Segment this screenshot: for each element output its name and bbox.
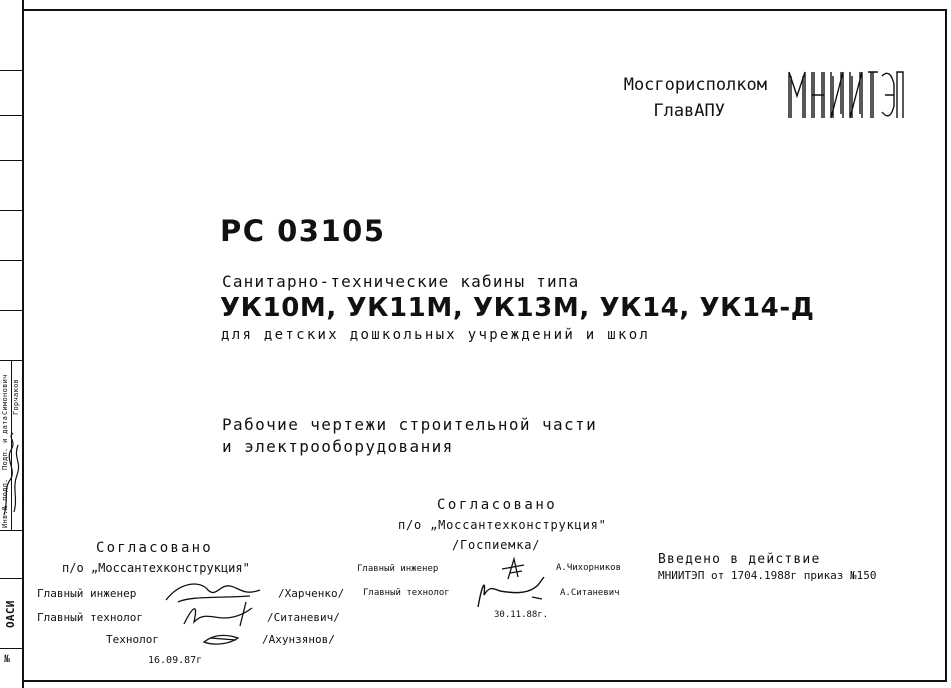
strip-name-2: Симонович xyxy=(1,374,9,415)
strip-divider xyxy=(0,530,22,531)
center-approval-org2: /Госпиемка/ xyxy=(452,538,541,552)
cabin-types: УК10М, УК11М, УК13М, УК14, УК14-Д xyxy=(220,293,815,323)
document-subtitle: Санитарно-технические кабины типа xyxy=(222,272,580,291)
work-line-1: Рабочие чертежи строительной части xyxy=(222,415,598,434)
document-code: РС 03105 xyxy=(220,214,386,248)
work-line-2: и электрооборудования xyxy=(222,437,454,456)
center-approval-heading: Согласовано xyxy=(437,497,558,513)
organization-block xyxy=(624,72,767,124)
strip-name-1: Горчаков xyxy=(12,378,20,415)
document-purpose: для детских дошкольных учреждений и школ xyxy=(221,327,651,343)
left-row3-name: /Ахунзянов/ xyxy=(262,633,335,646)
center-approval-date: 30.11.88г. xyxy=(494,610,549,620)
work-description xyxy=(222,414,597,458)
strip-oasi: ОАСИ xyxy=(4,600,17,628)
left-approval-date: 16.09.87г xyxy=(148,655,203,666)
strip-divider xyxy=(0,115,22,116)
strip-divider xyxy=(0,160,22,161)
left-title-strip xyxy=(0,0,24,688)
left-row3-label: Технолог xyxy=(106,633,159,646)
left-approval-org: п/о „Моссантехконструкция" xyxy=(62,561,250,575)
strip-divider xyxy=(0,260,22,261)
strip-label-inv: Инв.№ подл. xyxy=(1,478,9,528)
mniitep-logo xyxy=(786,66,904,122)
strip-signature-scribble xyxy=(1,430,21,520)
effective-line-2: МНИИТЭП от 1704.1988г приказ №150 xyxy=(658,569,877,582)
left-row1-label: Главный инженер xyxy=(37,587,137,600)
org-line-2: ГлавАПУ xyxy=(653,101,725,121)
left-approval-heading: Согласовано xyxy=(96,540,213,556)
effective-line-1: Введено в действие xyxy=(658,552,821,567)
strip-divider xyxy=(0,70,22,71)
center-chief-engineer-name: А.Чихорников xyxy=(556,563,622,573)
left-row1-name: /Харченко/ xyxy=(278,587,345,600)
left-row2-label: Главный технолог xyxy=(37,611,143,624)
left-row2-name: /Ситаневич/ xyxy=(267,611,340,624)
strip-no: № xyxy=(4,654,11,665)
strip-label-sign: Подп. и дата xyxy=(1,415,9,470)
strip-divider xyxy=(0,310,22,311)
center-signatures xyxy=(472,555,552,611)
strip-divider xyxy=(0,210,22,211)
center-approval-org: п/о „Моссантехконструкция" xyxy=(398,518,607,532)
center-chief-engineer-label: Главный инженер xyxy=(357,564,439,574)
strip-divider xyxy=(0,578,22,579)
left-signatures xyxy=(160,578,278,658)
center-chief-technologist-name: А.Ситаневич xyxy=(560,588,620,598)
center-chief-technologist-label: Главный технолог xyxy=(363,588,450,598)
strip-divider xyxy=(0,648,22,649)
org-line-1: Мосгорисполком xyxy=(623,75,767,95)
